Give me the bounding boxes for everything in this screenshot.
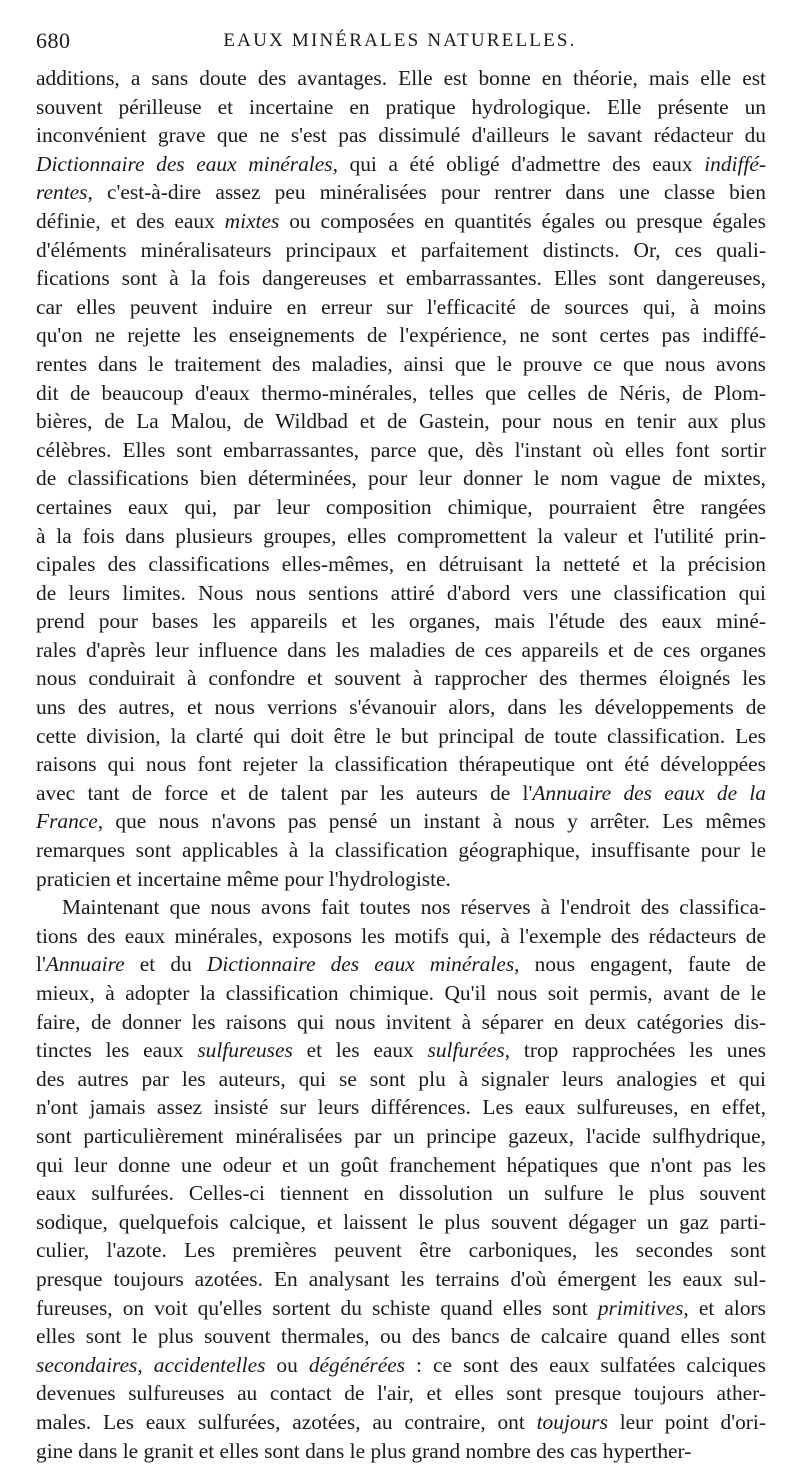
text-run: , et alors (683, 1296, 766, 1320)
text-run: l' (36, 952, 46, 976)
text-run: , nous engagent, faute de (514, 952, 766, 976)
italic-text: sulfurées (428, 1038, 505, 1062)
text-line (36, 1379, 766, 1408)
text-run: sodique, quelquefois calcique, et laissent le plus souvent dégager un gaz parti- (36, 1210, 766, 1234)
text-line (36, 865, 766, 894)
text-run: inconvénient grave que ne s'est pas dissimulé d'ailleurs le savant rédacteur du (36, 123, 766, 147)
text-run: faire, de donner les raisons qui nous invitent à séparer en deux catégories dis- (36, 1010, 766, 1034)
italic-text: indiffé- (704, 152, 766, 176)
text-line (36, 264, 766, 293)
text-run: et du (125, 952, 207, 976)
text-run: tions des eaux minérales, exposons les motifs qui, à l'exemple des rédacteurs de (36, 924, 766, 948)
text-line (36, 664, 766, 693)
text-line (36, 407, 766, 436)
text-run: eaux sulfurées. Celles-ci tiennent en dissolution un sulfure le plus souvent (36, 1181, 766, 1205)
italic-text: Annuaire des eaux de la (532, 781, 766, 805)
text-line (36, 379, 766, 408)
text-run: mieux, à adopter la classification chimique. Qu'il nous soit permis, avant de le (36, 981, 766, 1005)
text-run: raisons qui nous font rejeter la classification thérapeutique ont été développées (36, 752, 766, 776)
text-run: tinctes les eaux (36, 1038, 197, 1062)
text-line (36, 722, 766, 751)
text-line (36, 436, 766, 465)
text-run: dit de beaucoup d'eaux thermo-minérales, telles que celles de Néris, de Plom- (36, 381, 766, 405)
text-line (36, 1179, 766, 1208)
text-line (36, 150, 766, 179)
text-line (36, 64, 766, 93)
text-run: presque toujours azotées. En analysant les terrains d'où émergent les eaux sul- (36, 1267, 766, 1291)
text-run: rales d'après leur influence dans les maladies de ces appareils et de ces organes (36, 638, 766, 662)
text-line (36, 178, 766, 207)
text-run: et les eaux (293, 1038, 428, 1062)
text-line (36, 350, 766, 379)
text-run: , que nous n'avons pas pensé un instant à nous y arrêter. Les mêmes (98, 809, 766, 833)
text-run: fureuses, on voit qu'elles sortent du schiste quand elles sont (36, 1296, 598, 1320)
text-line (36, 750, 766, 779)
text-run: , (137, 1353, 153, 1377)
text-run: nous conduirait à confondre et souvent à rapprocher des thermes éloignés les (36, 666, 766, 690)
text-run: ou composées en quantités égales ou presque égales (279, 209, 766, 233)
text-run: à la fois dans plusieurs groupes, elles compromettent la valeur et l'utilité prin- (36, 524, 766, 548)
text-line (36, 121, 766, 150)
text-run: définie, et des eaux (36, 209, 225, 233)
text-run: , c'est-à-dire assez peu minéralisées pour rentrer dans une classe bien (87, 180, 766, 204)
text-run: n'ont jamais assez insisté sur leurs différences. Les eaux sulfureuses, en effet, (36, 1095, 766, 1119)
italic-text: toujours (537, 1410, 608, 1434)
text-line (36, 693, 766, 722)
text-line (36, 93, 766, 122)
text-line (36, 607, 766, 636)
text-run: , qui a été obligé d'admettre des eaux (333, 152, 705, 176)
text-run: males. Les eaux sulfurées, azotées, au contraire, ont (36, 1410, 537, 1434)
text-run: leur point d'ori- (608, 1410, 766, 1434)
text-line (36, 979, 766, 1008)
text-line (36, 207, 766, 236)
text-run: prend pour bases les appareils et les organes, mais l'étude des eaux miné- (36, 609, 766, 633)
text-run: célèbres. Elles sont embarrassantes, parce que, dès l'instant où elles font sortir (36, 438, 766, 462)
text-run: uns des autres, et nous verrions s'évanouir alors, dans les développements de (36, 695, 766, 719)
text-run: bières, de La Malou, de Wildbad et de Gastein, pour nous en tenir aux plus (36, 409, 766, 433)
text-run: souvent périlleuse et incertaine en pratique hydrologique. Elle présente un (36, 95, 766, 119)
text-line (36, 807, 766, 836)
page-number: 680 (36, 28, 71, 54)
text-line (36, 1294, 766, 1323)
italic-text: Annuaire (46, 952, 125, 976)
text-run: gine dans le granit et elles sont dans le plus grand nombre des cas hyperther- (36, 1439, 691, 1463)
italic-text: accidentelles (154, 1353, 266, 1377)
text-line (36, 236, 766, 265)
italic-text: rentes (36, 180, 87, 204)
italic-text: France (36, 809, 98, 833)
text-run: rentes dans le traitement des maladies, ainsi que le prouve ce que nous avons (36, 352, 766, 376)
text-run: de classifications bien déterminées, pour leur donner le nom vague de mixtes, (36, 466, 766, 490)
text-run: additions, a sans doute des avantages. Elle est bonne en théorie, mais elle est (36, 66, 766, 90)
text-run: qui leur donne une odeur et un goût franchement hépatiques que n'ont pas les (36, 1153, 766, 1177)
text-run: remarques sont applicables à la classification géographique, insuffisante pour le (36, 838, 766, 862)
text-run: car elles peuvent induire en erreur sur l'efficacité de sources qui, à moins (36, 295, 766, 319)
text-run: cette division, la clarté qui doit être le but principal de toute classification. Les (36, 724, 766, 748)
text-line (36, 893, 766, 922)
text-run: cipales des classifications elles-mêmes, en détruisant la netteté et la précision (36, 552, 766, 576)
text-run: sont particulièrement minéralisées par un principe gazeux, l'acide sulfhydrique, (36, 1124, 766, 1148)
text-run: de leurs limites. Nous nous sentions attiré d'abord vers une classification qui (36, 581, 766, 605)
text-line (36, 293, 766, 322)
text-run: ou (265, 1353, 308, 1377)
text-line (36, 1122, 766, 1151)
text-line (36, 550, 766, 579)
text-line (36, 1351, 766, 1380)
text-line (36, 779, 766, 808)
text-line (36, 636, 766, 665)
text-run: , trop rapprochées les unes (505, 1038, 766, 1062)
text-line (36, 1437, 766, 1465)
text-run: devenues sulfureuses au contact de l'air, et elles sont presque toujours ather- (36, 1381, 766, 1405)
text-line (36, 1322, 766, 1351)
text-line (36, 950, 766, 979)
italic-text: Dictionnaire des eaux minérales (207, 952, 514, 976)
text-line (36, 1265, 766, 1294)
text-run: qu'on ne rejette les enseignements de l'expérience, ne sont certes pas indiffé- (36, 323, 766, 347)
text-run: des autres par les auteurs, qui se sont plu à signaler leurs analogies et qui (36, 1067, 766, 1091)
text-line (36, 1065, 766, 1094)
text-line (36, 1093, 766, 1122)
text-line (36, 1236, 766, 1265)
running-title: EAUX MINÉRALES NATURELLES. (36, 30, 764, 52)
text-line (36, 1036, 766, 1065)
text-line (36, 493, 766, 522)
italic-text: primitives (598, 1296, 684, 1320)
body-text (36, 64, 766, 1465)
text-line (36, 1008, 766, 1037)
text-line (36, 464, 766, 493)
text-line (36, 321, 766, 350)
text-run: d'éléments minéralisateurs principaux et parfaitement distincts. Or, ces quali- (36, 238, 766, 262)
text-run: praticien et incertaine même pour l'hydrologiste. (36, 867, 451, 891)
text-line (36, 836, 766, 865)
text-line (36, 522, 766, 551)
text-line (36, 1151, 766, 1180)
text-run: fications sont à la fois dangereuses et embarrassantes. Elles sont dangereuses, (36, 266, 766, 290)
italic-text: sulfureuses (197, 1038, 292, 1062)
text-line (36, 579, 766, 608)
italic-text: secondaires (36, 1353, 137, 1377)
text-run: : ce sont des eaux sulfatées calciques (405, 1353, 766, 1377)
page-header (36, 20, 764, 60)
text-line (36, 1408, 766, 1437)
italic-text: Dictionnaire des eaux minérales (36, 152, 333, 176)
text-line (36, 922, 766, 951)
text-run: avec tant de force et de talent par les auteurs de l' (36, 781, 532, 805)
text-line (36, 1208, 766, 1237)
text-run: culier, l'azote. Les premières peuvent être carboniques, les secondes sont (36, 1238, 766, 1262)
italic-text: mixtes (225, 209, 280, 233)
text-run: certaines eaux qui, par leur composition chimique, pourraient être rangées (36, 495, 766, 519)
italic-text: dégénérées (309, 1353, 405, 1377)
text-run: Maintenant que nous avons fait toutes nos réserves à l'endroit des classifica- (62, 895, 766, 919)
text-run: elles sont le plus souvent thermales, ou des bancs de calcaire quand elles sont (36, 1324, 766, 1348)
